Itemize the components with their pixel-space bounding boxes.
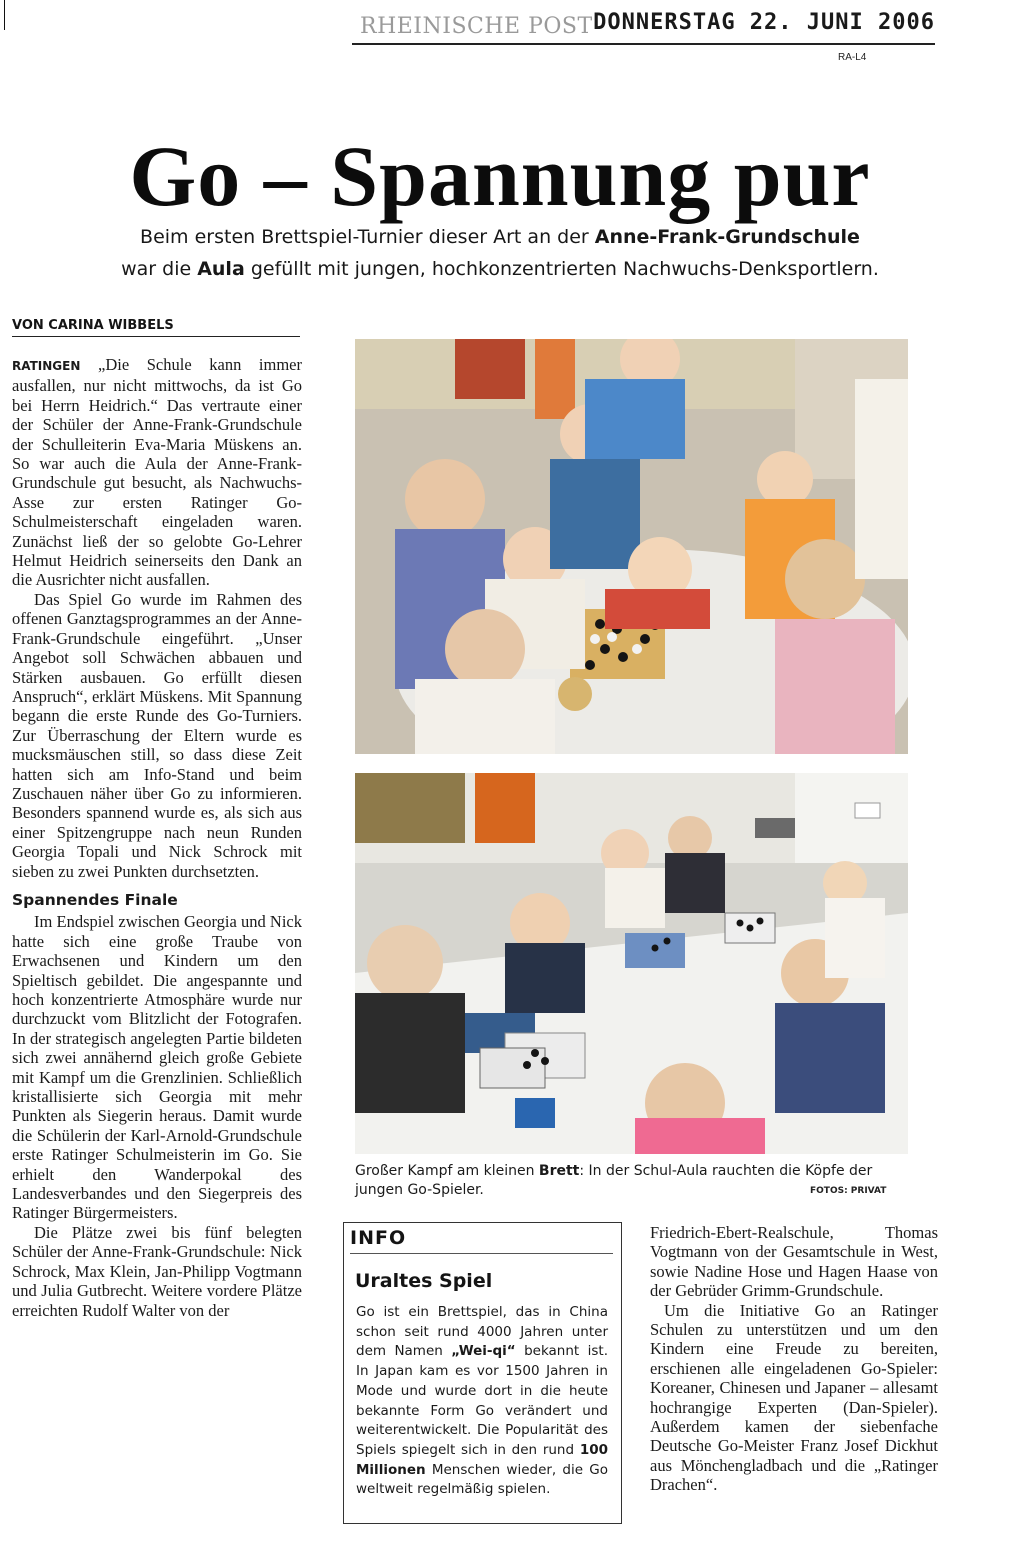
photo-illustration	[355, 339, 908, 754]
masthead	[360, 8, 935, 44]
subheadline-text: war die	[121, 258, 198, 280]
dateline: RATINGEN	[12, 359, 81, 373]
info-text-part: Menschen wieder, die Go weltweit regelmäßig spielen.	[356, 1461, 608, 1498]
article-paragraph: Das Spiel Go wurde im Rahmen des offenen Ganztagsprogrammes an der Anne-Frank-Grundschule eingeführt. „Unser Angebot soll Schwächen abbauen und Stärken ausbauen. Go erfüllt diesen Anspruch“, erklärt Müskens. Mit Spannung begann die erste Runde des Go-Turniers. Zur Überraschung der Eltern wurde es mucksmäuschen still, so dass diese Zeit hatten sich am Info-Stand und beim Zuschauen näher über Go zu informieren. Besonders spannend wurde es, als sich aus einer Spitzengruppe nach neun Runden Georgia Topali und Nick Schrock mit sieben zu zwei Punkten durchsetzten.	[12, 589, 302, 881]
caption-text: : In der Schul-Aula rauchten die Köpfe der jungen Go-Spieler.	[355, 1163, 873, 1198]
info-paragraph	[356, 1303, 608, 1500]
info-text-part: Go ist ein Brettspiel, das in China schon seit rund 4000 Jahren unter dem Namen	[356, 1304, 608, 1360]
article-paragraph: Im Endspiel zwischen Georgia und Nick hatte sich eine große Traube von Erwachsenen und Kindern um den Spieltisch gebildet. Die angespannte und hoch konzentrierte Atmosphäre wurde nur durchzuckt vom Blitzlicht der Fotografen. In der strategisch angelegten Partie bildeten sich zwei annähernd gleich große Gebiete mit Kampf um die Grenzlinien. Schließlich kristallisierte sich Georgia mit mehr Punkten als Siegerin heraus. Damit wurde die Schülerin der Karl-Arnold-Grundschule erste Ratinger Schulmeisterin im Go. Sie erhielt den Wanderpokal des Landesverbandes und den Siegerpreis des Ratinger Bürgermeisters.	[12, 912, 302, 1223]
photo-illustration	[355, 773, 908, 1154]
info-tag: INFO	[350, 1227, 407, 1249]
subheadline-school: Anne-Frank-Grundschule	[594, 226, 860, 248]
article-paragraph: Um die Initiative Go an Ratinger Schulen zu unterstützen und um den Kindern eine Freude zu bereiten, erschienen alle eingeladenen Go-Spieler: Koreaner, Chinesen und Japaner – allesamt hochrangige Experten (Dan-Spieler). Außerdem kamen der siebenfache Deutsche Go-Meister Franz Josef Dickhut aus Mönchengladbach und die „Ratinger Drachen“.	[650, 1300, 938, 1495]
article-column-right	[650, 1223, 938, 1495]
crosshead: Spannendes Finale	[12, 890, 178, 909]
article-paragraph: Friedrich-Ebert-Realschule, Thomas Vogtmann von der Gesamtschule in West, sowie Nadine Hose und Hagen Haase von der Gebrüder Grimm-Grundschule.	[650, 1223, 938, 1301]
info-text-part: bekannt ist. In Japan kam es vor 1500 Jahren in Mode und wurde dort in die heute bekannte Form Go verändert und weiterentwickelt. Die Popularität des Spiels spiegelt sich in den rund	[356, 1343, 608, 1458]
subheadline-line-2	[60, 258, 940, 280]
info-rule	[350, 1253, 613, 1254]
photo-credit: FOTOS: PRIVAT	[810, 1186, 887, 1196]
subheadline-text: Beim ersten Brettspiel-Turnier dieser Art an der	[140, 226, 595, 248]
page-code: RA-L4	[838, 52, 867, 63]
info-text	[356, 1303, 608, 1500]
caption-bold: Brett	[538, 1163, 580, 1179]
article-paragraph: Die Plätze zwei bis fünf belegten Schüler der Anne-Frank-Grundschule: Nick Schrock, Max Klein, Jan-Philipp Vogtmann und Julia Gutbrecht. Weitere vordere Plätze erreichten Rudolf Walter von der	[12, 1222, 302, 1320]
subheadline-aula: Aula	[197, 258, 245, 280]
headline: Go – Spannung pur	[129, 128, 871, 224]
newspaper-name: RHEINISCHE POST	[360, 14, 593, 39]
subheadline-text: gefüllt mit jungen, hochkonzentrierten Nachwuchs-Denksportlern.	[244, 258, 879, 280]
info-text-bold: „Wei-qi“	[451, 1343, 516, 1360]
subheadline-line-1	[60, 226, 940, 248]
paragraph-text: „Die Schule kann immer ausfallen, nur nicht mittwochs, da ist Go bei Herrn Heidrich.“ Das vertraute einer der Schüler der Anne-Frank-Grundschule der Schulleiterin Eva-Maria Müskens an. So war auch die Aula der Anne-Frank-Grundschule gut besucht, als Nachwuchs-Asse zur ersten Ratinger Go-Schulmeisterschaft eingeladen waren. Zunächst ließ der so gelobte Go-Lehrer Helmut Heidrich seinerseits den Dank an die Ausrichter nicht ausfallen.	[12, 355, 302, 590]
masthead-rule	[352, 43, 935, 45]
issue-date: DONNERSTAG 22. JUNI 2006	[593, 10, 935, 35]
info-text-bold: 100 Millionen	[356, 1441, 608, 1478]
byline: VON CARINA WIBBELS	[12, 318, 300, 337]
photo-go-tournament-hall	[355, 773, 908, 1154]
article-paragraph	[12, 355, 302, 590]
info-title: Uraltes Spiel	[355, 1270, 493, 1292]
photo-go-players-table	[355, 339, 908, 754]
page-edge-line	[4, 0, 5, 30]
article-column-left	[12, 355, 302, 1320]
caption-text: Großer Kampf am kleinen	[355, 1163, 539, 1179]
